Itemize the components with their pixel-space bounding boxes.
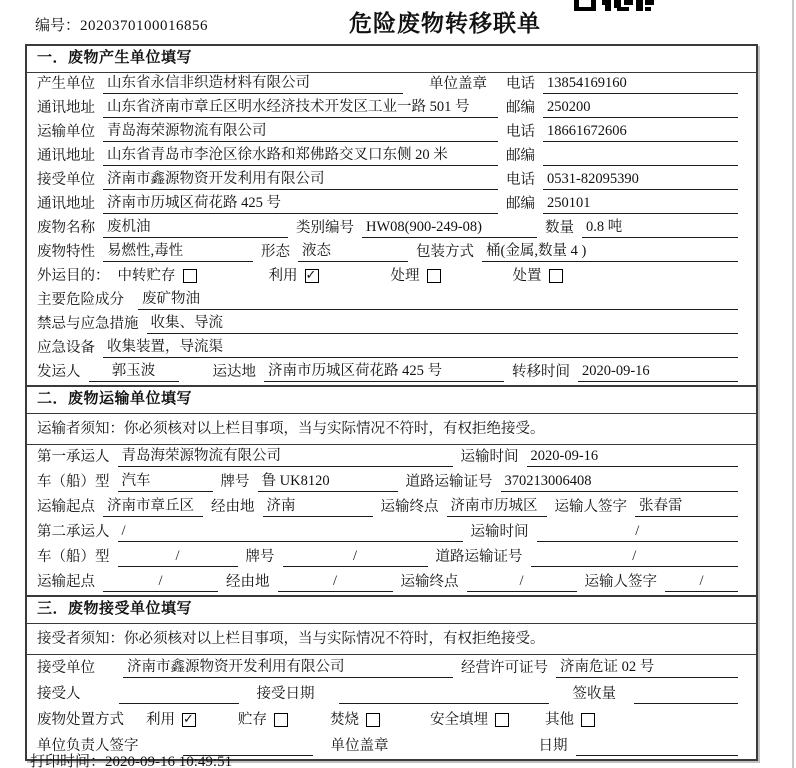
- field-label: 运输时间: [470, 524, 529, 540]
- field-label: 单位盖章: [429, 76, 487, 92]
- field-value: /: [118, 547, 238, 567]
- field-value: 18661672606: [543, 122, 738, 142]
- field-value: 易燃性,毒性: [103, 242, 253, 262]
- form-row: [27, 241, 756, 265]
- field-value: 济南市历城区: [447, 497, 547, 517]
- field-label: 应急设备: [37, 340, 95, 356]
- field-value: 汽车: [118, 472, 213, 492]
- field-label: 电话: [506, 172, 535, 188]
- field-label: 运输人签字: [584, 574, 657, 590]
- field-value: 济南: [263, 497, 373, 517]
- field-value: 250200: [543, 98, 738, 118]
- field-label: 废物处置方式: [37, 712, 124, 728]
- field-label: 主要危险成分: [37, 292, 124, 308]
- field-value: 桶(金属,数量 4 ): [482, 242, 738, 262]
- checkbox-label: 中转贮存: [117, 268, 176, 284]
- form-row: [27, 217, 756, 241]
- checkbox-option: [430, 711, 509, 730]
- section-heading: 三．废物接受单位填写: [27, 595, 756, 624]
- field-label: 接受日期: [256, 686, 315, 702]
- field-label: 废物名称: [37, 220, 95, 236]
- field-value: /: [467, 572, 577, 592]
- field-value: /: [531, 547, 739, 567]
- field-value: 收集装置，导流渠: [103, 338, 738, 358]
- field-label: 电话: [506, 76, 535, 92]
- checkbox-option: [545, 711, 595, 730]
- form-row: [27, 169, 756, 193]
- field-label: 外运目的：: [37, 268, 110, 284]
- checkbox-option: [513, 267, 563, 286]
- field-label: 单位盖章: [330, 738, 389, 754]
- checkbox-checked-icon: [305, 269, 319, 283]
- field-label: 通讯地址: [37, 100, 95, 116]
- field-value: HW08(900-249-08): [362, 218, 537, 238]
- field-label: 转移时间: [512, 364, 570, 380]
- form-row: [27, 193, 756, 217]
- field-label: 邮编: [506, 196, 535, 212]
- field-label: 接受单位: [37, 660, 95, 676]
- form-row: [27, 570, 756, 595]
- field-label: 日期: [538, 738, 568, 754]
- field-value: [339, 685, 549, 704]
- checkbox-empty-icon: [581, 713, 595, 727]
- section-heading: 一．废物产生单位填写: [27, 46, 756, 73]
- form-row: [27, 545, 756, 570]
- field-value: 13854169160: [543, 74, 738, 94]
- field-label: 形态: [261, 244, 290, 260]
- field-label: 第二承运人: [37, 524, 110, 540]
- field-label: 运输时间: [460, 449, 519, 465]
- field-label: 数量: [545, 220, 574, 236]
- form-row: [27, 470, 756, 495]
- checkbox-label: 利用: [146, 712, 175, 728]
- section-notice: 接受者须知：你必须核对以上栏目事项，当与实际情况不符时，有权拒绝接受。: [27, 624, 756, 655]
- field-label: 邮编: [506, 100, 535, 116]
- checkbox-option: [238, 711, 288, 730]
- checkbox-empty-icon: [427, 269, 441, 283]
- field-label: 禁忌与应急措施: [37, 316, 139, 332]
- field-label: 牌号: [245, 549, 275, 565]
- field-value: 山东省青岛市李沧区徐水路和郑佛路交叉口东侧 20 米: [103, 146, 498, 166]
- field-label: 经由地: [211, 499, 255, 515]
- field-label: 废物特性: [37, 244, 95, 260]
- form-row: [27, 445, 756, 470]
- field-value: /: [665, 572, 738, 592]
- checkbox-option: [391, 267, 441, 286]
- checkbox-empty-icon: [183, 269, 197, 283]
- field-label: 运输终点: [380, 499, 439, 515]
- field-value: 废矿物油: [138, 290, 738, 310]
- field-value: 济南危证 02 号: [556, 658, 738, 678]
- field-value: [119, 685, 239, 704]
- field-value: 370213006408: [501, 472, 739, 492]
- field-label: 第一承运人: [37, 449, 110, 465]
- field-value: 2020-09-16: [578, 362, 738, 382]
- field-label: 运输终点: [400, 574, 459, 590]
- field-label: 经营许可证号: [461, 660, 548, 676]
- field-label: 产生单位: [37, 76, 95, 92]
- field-label: 运输人签字: [554, 499, 627, 515]
- field-label: 接受人: [37, 686, 81, 702]
- form-row: [27, 265, 756, 289]
- field-value: /: [118, 522, 463, 542]
- form-row: [27, 289, 756, 313]
- field-value: 济南市历城区荷花路 425 号: [264, 362, 504, 382]
- field-label: 经由地: [226, 574, 270, 590]
- field-label: 包装方式: [416, 244, 474, 260]
- field-label: 电话: [506, 124, 535, 140]
- print-time-value: 2020-09-16 10:49:51: [105, 754, 233, 768]
- checkbox-checked-icon: [182, 713, 196, 727]
- checkbox-empty-icon: [549, 269, 563, 283]
- field-label: 签收量: [572, 686, 616, 702]
- transfer-form-table: [25, 44, 758, 761]
- field-label: 邮编: [506, 148, 535, 164]
- field-value: [576, 737, 739, 756]
- checkbox-label: 安全填埋: [430, 712, 488, 728]
- field-label: 类别编号: [296, 220, 354, 236]
- field-label: 车（船）型: [37, 549, 110, 565]
- field-value: 郭玉波: [89, 362, 179, 382]
- checkbox-label: 贮存: [238, 712, 267, 728]
- checkbox-label: 处理: [390, 268, 420, 284]
- field-label: 单位负责人签字: [37, 738, 139, 754]
- field-value: 济南市历城区荷花路 425 号: [103, 194, 498, 214]
- checkbox-label: 其他: [545, 712, 574, 728]
- field-value: 青岛海荣源物流有限公司: [118, 447, 453, 467]
- field-value: 济南市章丘区: [103, 497, 203, 517]
- field-value: 2020-09-16: [527, 447, 739, 467]
- form-row: [27, 73, 756, 97]
- field-value: 山东省永信非织造材料有限公司: [103, 74, 403, 94]
- field-value: [543, 147, 738, 166]
- field-value: 张春雷: [635, 497, 738, 517]
- field-value: 0.8 吨: [582, 218, 738, 238]
- field-label: 运达地: [212, 364, 256, 380]
- field-label: 接受单位: [37, 172, 95, 188]
- field-label: 通讯地址: [37, 148, 95, 164]
- form-row: [27, 121, 756, 145]
- form-row: [27, 337, 756, 361]
- checkbox-option: [146, 711, 196, 730]
- page-edge-line: [792, 0, 794, 768]
- field-value: 青岛海荣源物流有限公司: [103, 122, 498, 142]
- field-label: 车（船）型: [37, 474, 110, 490]
- field-value: /: [283, 547, 428, 567]
- checkbox-empty-icon: [495, 713, 509, 727]
- field-value: 收集、导流: [147, 314, 739, 334]
- print-time: [30, 750, 232, 768]
- checkbox-option: [269, 267, 319, 286]
- field-label: 发运人: [37, 364, 81, 380]
- field-value: 废机油: [103, 218, 288, 238]
- field-value: 0531-82095390: [543, 170, 738, 190]
- field-label: 牌号: [220, 474, 250, 490]
- field-label: 运输单位: [37, 124, 95, 140]
- form-row: [27, 681, 756, 707]
- checkbox-empty-icon: [274, 713, 288, 727]
- form-row: [27, 520, 756, 545]
- print-time-label: 打印时间：: [30, 754, 106, 768]
- page-title: 危险废物转移联单: [349, 11, 541, 36]
- checkbox-label: 利用: [268, 268, 298, 284]
- form-row: [27, 707, 756, 733]
- field-label: 运输起点: [37, 499, 95, 515]
- form-row: [27, 313, 756, 337]
- field-value: [634, 685, 738, 704]
- field-value: 山东省济南市章丘区明水经济技术开发区工业一路 501 号: [103, 98, 498, 118]
- field-value: /: [537, 522, 739, 542]
- field-value: /: [103, 572, 218, 592]
- field-value: 济南市鑫源物资开发利用有限公司: [103, 170, 498, 190]
- section-notice: 运输者须知：你必须核对以上栏目事项，当与实际情况不符时，有权拒绝接受。: [27, 414, 756, 445]
- field-value: 250101: [543, 194, 738, 214]
- checkbox-option: [330, 711, 380, 730]
- qr-code-partial-icon: [574, 0, 654, 12]
- serial-label: 编号：: [35, 18, 81, 34]
- form-row: [27, 361, 756, 385]
- checkbox-label: 焚烧: [330, 712, 359, 728]
- field-label: 道路运输证号: [435, 549, 523, 565]
- field-value: /: [278, 572, 393, 592]
- form-row: [27, 97, 756, 121]
- form-row: [27, 495, 756, 520]
- checkbox-empty-icon: [366, 713, 380, 727]
- checkbox-option: [118, 267, 197, 286]
- field-label: 运输起点: [37, 574, 95, 590]
- checkbox-label: 处置: [512, 268, 542, 284]
- form-row: [27, 655, 756, 681]
- section-heading: 二．废物运输单位填写: [27, 385, 756, 414]
- field-value: 鲁 UK8120: [258, 472, 398, 492]
- field-value: 液态: [298, 242, 408, 262]
- form-row: [27, 145, 756, 169]
- field-label: 通讯地址: [37, 196, 95, 212]
- serial-value: 2020370100016856: [80, 18, 209, 34]
- field-label: 道路运输证号: [405, 474, 493, 490]
- field-value: 济南市鑫源物资开发利用有限公司: [123, 658, 453, 678]
